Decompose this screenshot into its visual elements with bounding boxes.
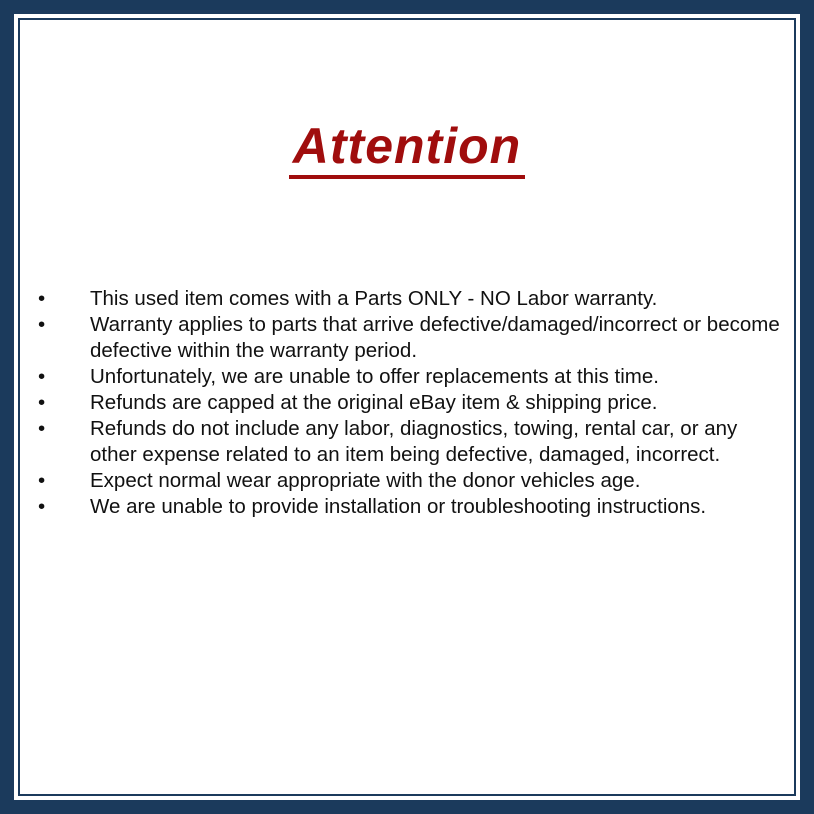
list-item — [20, 416, 794, 468]
bullet-icon: • — [38, 391, 46, 414]
bullet-icon: • — [38, 313, 46, 336]
list-item-text: Warranty applies to parts that arrive defective/damaged/incorrect or become defective within the warranty period. — [90, 313, 780, 362]
list-item — [20, 286, 794, 312]
bullet-icon: • — [38, 365, 46, 388]
bullet-icon: • — [38, 417, 46, 440]
list-item — [20, 390, 794, 416]
list-item-text: We are unable to provide installation or troubleshooting instructions. — [90, 495, 707, 518]
warranty-terms-list — [20, 286, 794, 520]
bullet-icon: • — [38, 469, 46, 492]
list-item-text: Refunds do not include any labor, diagnostics, towing, rental car, or any other expense related to an item being defective, damaged, incorrect. — [90, 417, 738, 466]
list-item — [20, 468, 794, 494]
bullet-icon: • — [38, 495, 46, 518]
list-item — [20, 364, 794, 390]
bullet-icon: • — [38, 287, 46, 310]
page-title-text: Attention — [289, 120, 525, 179]
list-item-text: Refunds are capped at the original eBay item & shipping price. — [90, 391, 658, 414]
list-item — [20, 312, 794, 364]
page-title — [20, 20, 794, 179]
list-item-text: Expect normal wear appropriate with the donor vehicles age. — [90, 469, 641, 492]
notice-content — [20, 20, 794, 794]
list-item-text: Unfortunately, we are unable to offer replacements at this time. — [90, 365, 659, 388]
list-item — [20, 494, 794, 520]
list-item-text: This used item comes with a Parts ONLY - NO Labor warranty. — [90, 287, 658, 310]
